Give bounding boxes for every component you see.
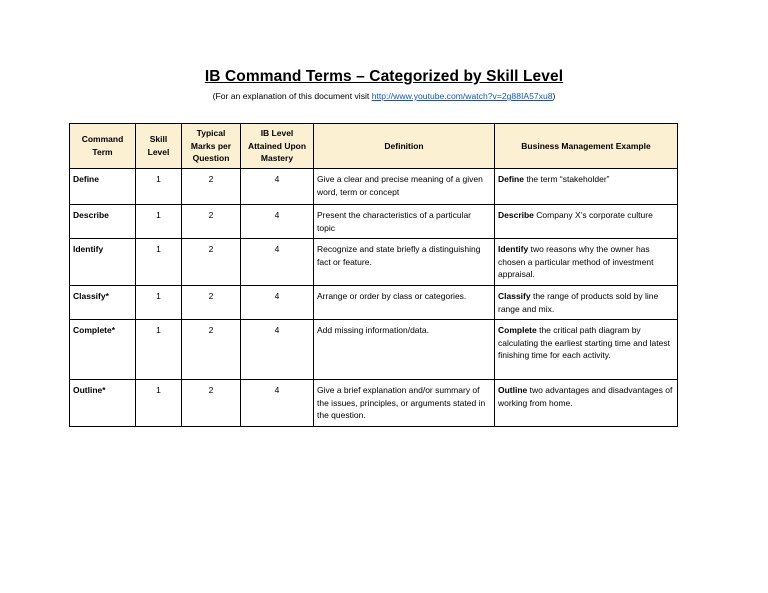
command-term-cell: Describe: [70, 205, 136, 239]
example-cell: [495, 320, 678, 380]
table-row: [70, 239, 678, 286]
example-cell: [495, 286, 678, 320]
command-term-cell: Outline*: [70, 380, 136, 427]
example-text: the term “stakeholder”: [523, 174, 610, 184]
header-command-term: Command Term: [70, 124, 136, 169]
table-row: [70, 205, 678, 239]
example-text: Company X’s corporate culture: [533, 210, 653, 220]
marks-cell: 2: [182, 205, 241, 239]
definition-cell: Recognize and state briefly a distinguishing fact or feature.: [314, 239, 495, 286]
example-term: Define: [498, 174, 524, 184]
ib-level-cell: 4: [241, 380, 314, 427]
subtitle-prefix: (For an explanation of this document visit: [212, 91, 372, 101]
subtitle-suffix: ): [552, 91, 556, 101]
skill-level-cell: 1: [136, 169, 182, 205]
table-row: [70, 380, 678, 427]
page-title: IB Command Terms – Categorized by Skill Level: [204, 68, 564, 85]
skill-level-cell: 1: [136, 380, 182, 427]
example-term: Identify: [498, 244, 529, 254]
example-text: two advantages and disadvantages of working from home.: [498, 385, 673, 408]
definition-cell: Add missing information/data.: [314, 320, 495, 380]
page-subtitle: [0, 91, 768, 101]
marks-cell: 2: [182, 169, 241, 205]
table-row: [70, 169, 678, 205]
command-term-cell: Define: [70, 169, 136, 205]
example-term: Outline: [498, 385, 528, 395]
example-term: Complete: [498, 325, 537, 335]
marks-cell: 2: [182, 286, 241, 320]
command-term-cell: Classify*: [70, 286, 136, 320]
ib-level-cell: 4: [241, 169, 314, 205]
definition-cell: Give a brief explanation and/or summary of the issues, principles, or arguments stated in the question.: [314, 380, 495, 427]
example-term: Describe: [498, 210, 534, 220]
skill-level-cell: 1: [136, 205, 182, 239]
command-terms-table: [69, 123, 678, 427]
ib-level-cell: 4: [241, 286, 314, 320]
command-term-cell: Complete*: [70, 320, 136, 380]
skill-level-cell: 1: [136, 239, 182, 286]
ib-level-cell: 4: [241, 239, 314, 286]
example-text: the critical path diagram by calculating the earliest starting time and latest finishing time for each activity.: [498, 325, 670, 361]
youtube-link[interactable]: http://www.youtube.com/watch?v=2g88IA57xu8: [371, 91, 553, 101]
ib-level-cell: 4: [241, 205, 314, 239]
example-cell: [495, 380, 678, 427]
command-term-cell: Identify: [70, 239, 136, 286]
example-cell: [495, 239, 678, 286]
table-row: [70, 320, 678, 380]
example-text: two reasons why the owner has chosen a particular method of investment appraisal.: [498, 244, 654, 280]
table-row: [70, 286, 678, 320]
marks-cell: 2: [182, 320, 241, 380]
example-text: the range of products sold by line range and mix.: [498, 291, 659, 314]
header-typical-marks: Typical Marks per Question: [182, 124, 241, 169]
ib-level-cell: 4: [241, 320, 314, 380]
definition-cell: Arrange or order by class or categories.: [314, 286, 495, 320]
example-cell: [495, 169, 678, 205]
definition-cell: Give a clear and precise meaning of a given word, term or concept: [314, 169, 495, 205]
table-header-row: [70, 124, 678, 169]
skill-level-cell: 1: [136, 320, 182, 380]
marks-cell: 2: [182, 239, 241, 286]
header-example: Business Management Example: [495, 124, 678, 169]
header-definition: Definition: [314, 124, 495, 169]
example-cell: [495, 205, 678, 239]
skill-level-cell: 1: [136, 286, 182, 320]
header-ib-level: IB Level Attained Upon Mastery: [241, 124, 314, 169]
marks-cell: 2: [182, 380, 241, 427]
header-skill-level: Skill Level: [136, 124, 182, 169]
definition-cell: Present the characteristics of a particular topic: [314, 205, 495, 239]
example-term: Classify: [498, 291, 531, 301]
